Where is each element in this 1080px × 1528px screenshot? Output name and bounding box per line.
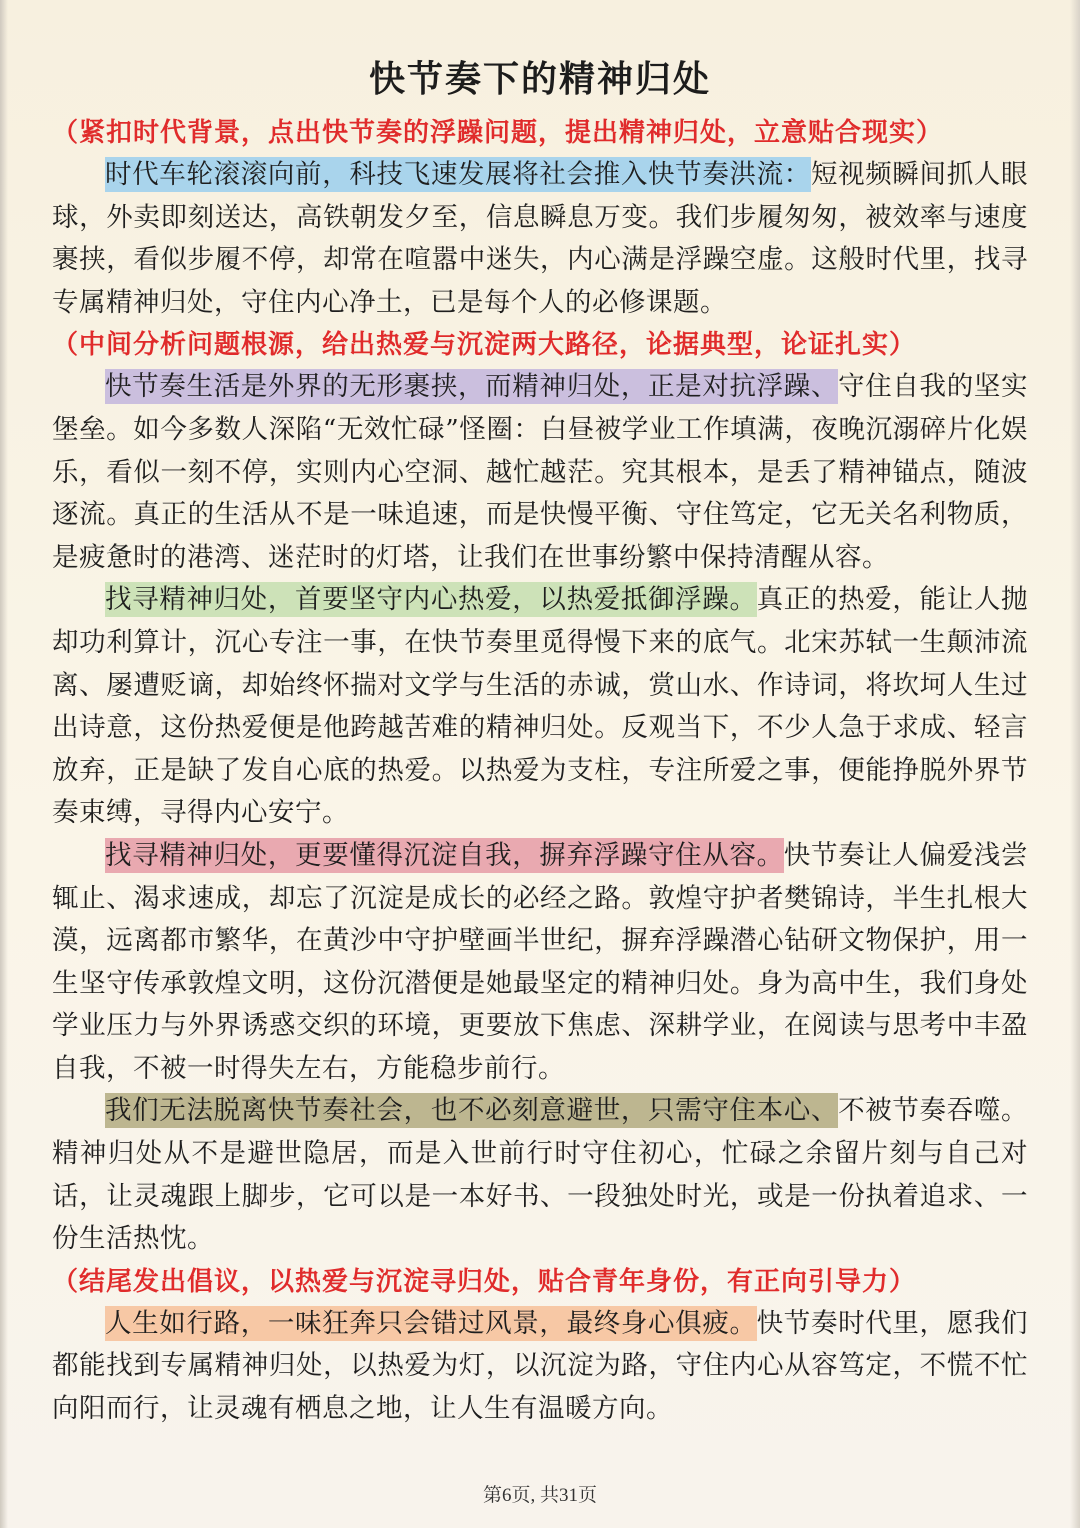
annotation-ending: （结尾发出倡议，以热爱与沉淀寻归处，贴合青年身份，有正向引导力）	[52, 1266, 917, 1297]
paragraph-5-text: 不被节奏吞噬。精神归处从不是避世隐居，而是入世前行时守住初心，忙碌之余留片刻与自己对话，让灵魂跟上脚步，它可以是一本好书、一段独处时光，或是一份执着追求、一份生活热忱。	[52, 1095, 1029, 1255]
highlight-sentence-5: 我们无法脱离快节奏社会，也不必刻意避世，只需守住本心、	[105, 1095, 839, 1127]
paragraph-2	[52, 366, 1028, 579]
paragraph-1-text: 短视频瞬间抓人眼球，外卖即刻送达，高铁朝发夕至，信息瞬息万变。我们步履匆匆，被效率与速度裹挟，看似步履不停，却常在喧嚣中迷失，内心满是浮躁空虚。这般时代里，找寻专属精神归处，守住内心净土，已是每个人的必修课题。	[52, 159, 1029, 318]
paragraph-4-text: 快节奏让人偏爱浅尝辄止、渴求速成，却忘了沉淀是成长的必经之路。敦煌守护者樊锦诗，半生扎根大漠，远离都市繁华，在黄沙中守护壁画半世纪，摒弃浮躁潜心钻研文物保护，用一生坚守传承敦煌文明，这份沉潜便是她最坚定的精神归处。身为高中生，我们身处学业压力与外界诱惑交织的环境，更要放下焦虑、深耕学业，在阅读与思考中丰盈自我，不被一时得失左右，方能稳步前行。	[52, 839, 1029, 1084]
annotation-intro: （紧扣时代背景，点出快节奏的浮躁问题，提出精神归处，立意贴合现实）	[52, 118, 944, 148]
highlight-sentence-1: 时代车轮滚滚向前，科技飞速发展将社会推入快节奏洪流：	[105, 159, 811, 190]
highlight-sentence-6: 人生如行路，一味狂奔只会错过风景，最终身心俱疲。	[105, 1307, 757, 1339]
paragraph-3	[52, 579, 1028, 835]
page-edge-shadow-right	[1070, 0, 1080, 1528]
paragraph-3-text: 真正的热爱，能让人抛却功利算计，沉心专注一事，在快节奏里觅得慢下来的底气。北宋苏轼一生颠沛流离、屡遭贬谪，却始终怀揣对文学与生活的赤诚，赏山水、作诗词，将坎坷人生过出诗意，这份热爱便是他跨越苦难的精神归处。反观当下，不少人急于求成、轻言放弃，正是缺了发自心底的热爱。以热爱为支柱，专注所爱之事，便能挣脱外界节奏束缚，寻得内心安宁。	[52, 584, 1029, 829]
paragraph-6-text: 快节奏时代里，愿我们都能找到专属精神归处，以热爱为灯，以沉淀为路，守住内心从容笃定，不慌不忙向阳而行，让灵魂有栖息之地，让人生有温暖方向。	[52, 1307, 1029, 1425]
page-edge-shadow-left	[0, 0, 8, 1528]
paragraph-6	[52, 1303, 1028, 1431]
paragraph-1	[52, 154, 1028, 324]
paragraph-2-text: 守住自我的坚实堡垒。如今多数人深陷“无效忙碌”怪圈：白昼被学业工作填满，夜晚沉溺碎片化娱乐，看似一刻不停，实则内心空洞、越忙越茫。究其根本，是丢了精神锚点，随波逐流。真正的生活从不是一味追速，而是快慢平衡、守住笃定，它无关名利物质，是疲惫时的港湾、迷茫时的灯塔，让我们在世事纷繁中保持清醒从容。	[52, 371, 1029, 573]
highlight-sentence-4: 找寻精神归处，更要懂得沉淀自我，摒弃浮躁守住从容。	[105, 839, 784, 871]
article-title: 快节奏下的精神归处	[368, 58, 711, 100]
annotation-middle: （中间分析问题根源，给出热爱与沉淀两大路径，论据典型，论证扎实）	[52, 330, 917, 361]
highlight-sentence-2: 快节奏生活是外界的无形裹挟，而精神归处，正是对抗浮躁、	[105, 371, 839, 403]
paragraph-4	[52, 835, 1028, 1091]
paragraph-5	[52, 1090, 1028, 1260]
page-number-footer: 第6页, 共31页	[482, 1485, 597, 1506]
highlight-sentence-3: 找寻精神归处，首要坚守内心热爱，以热爱抵御浮躁。	[105, 584, 757, 616]
article-body	[52, 52, 1028, 1431]
